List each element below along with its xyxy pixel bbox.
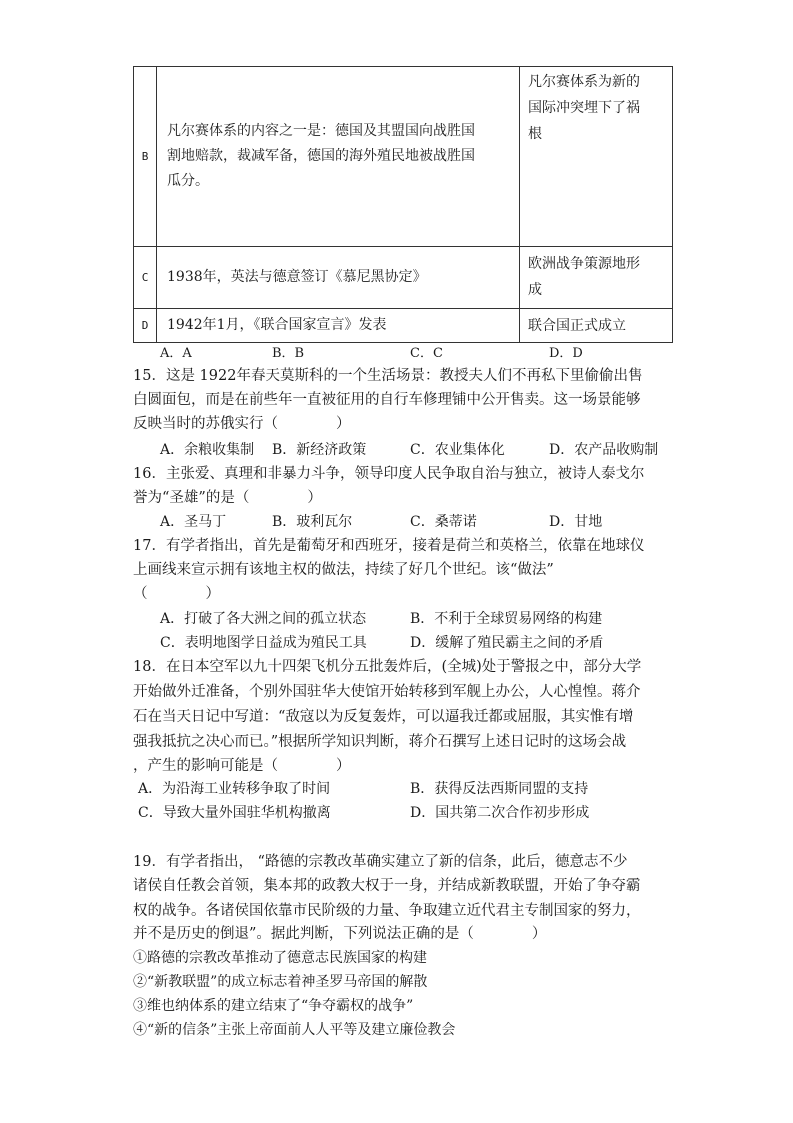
q17-stem-line: 17．有学者指出，首先是葡萄牙和西班牙，接着是荷兰和英格兰，依靠在地球仪: [133, 538, 645, 554]
row-event: [157, 67, 520, 247]
q18-stem-line: ，产生的影响可能是（ ）: [133, 758, 351, 774]
event-line: 割地赔款，裁减军备，德国的海外殖民地被战胜国: [167, 148, 475, 164]
row-letter: B: [134, 67, 157, 247]
options-table: [133, 66, 673, 343]
q17-option-b[interactable]: B．不利于全球贸易网络的构建: [410, 611, 603, 627]
q17-option-a[interactable]: A．打破了各大洲之间的孤立状态: [160, 611, 367, 627]
q19-statement: ③维也纳体系的建立结束了“争夺霸权的战争”: [133, 998, 414, 1014]
table-row-d: [134, 309, 673, 343]
q16-option-c[interactable]: C．桑蒂诺: [410, 514, 477, 530]
q14-option-c[interactable]: C．C: [410, 346, 443, 361]
q15-stem-line: 白圆面包，而是在前些年一直被征用的自行车修理铺中公开售卖。这一场景能够: [133, 392, 641, 408]
q19-statement: ①路德的宗教改革推动了德意志民族国家的构建: [133, 950, 427, 966]
row-letter: C: [134, 247, 157, 309]
q17-option-d[interactable]: D．缓解了殖民霸主之间的矛盾: [410, 635, 604, 651]
q16-option-a[interactable]: A．圣马丁: [160, 514, 227, 530]
q14-option-d[interactable]: D．D: [549, 346, 583, 361]
q17-stem-line: 上画线来宣示拥有该地主权的做法，持续了好几个世纪。该“做法”: [133, 562, 554, 578]
table-row-c: [134, 247, 673, 309]
result-line: 凡尔赛体系为新的: [528, 74, 640, 90]
q16-option-d[interactable]: D．甘地: [549, 514, 603, 530]
q16-stem-line: 16．主张爱、真理和非暴力斗争，领导印度人民争取自治与独立，被诗人泰戈尔: [133, 466, 645, 482]
q18-option-c[interactable]: C．导致大量外国驻华机构撤离: [138, 805, 331, 821]
table-row-b: [134, 67, 673, 247]
q15-option-d[interactable]: D．农产品收购制: [549, 442, 659, 458]
row-event: [157, 309, 520, 343]
result-line: 根: [528, 126, 542, 142]
q18-stem-line: 石在当天日记中写道：“敌寇以为反复轰炸，可以逼我迁都或屈服，其实惟有增: [133, 709, 634, 725]
q19-statement: ②“新教联盟”的成立标志着神圣罗马帝国的解散: [133, 974, 428, 990]
q19-stem-line: 19．有学者指出， “路德的宗教改革确实建立了新的信条，此后，德意志不少: [133, 854, 628, 870]
result-line: 国际冲突埋下了祸: [528, 100, 640, 116]
row-result: [520, 67, 673, 247]
q15-stem-line: 反映当时的苏俄实行（ ）: [133, 416, 351, 432]
q18-option-d[interactable]: D．国共第二次合作初步形成: [410, 805, 590, 821]
q15-stem-line: 15．这是 1922年春天莫斯科的一个生活场景：教授夫人们不再私下里偷偷出售: [133, 368, 643, 384]
q16-stem-line: 誉为“圣雄”的是（ ）: [133, 490, 322, 506]
q14-option-a[interactable]: A．A: [160, 346, 192, 361]
row-result: [520, 247, 673, 309]
event-line: 瓜分。: [167, 173, 209, 189]
q19-stem-line: 诸侯自任教会首领，集本邦的政教大权于一身，并结成新教联盟，开始了争夺霸: [133, 878, 641, 894]
row-result: [520, 309, 673, 343]
event-line: 1942年1月，《联合国家宣言》发表: [167, 317, 387, 333]
result-line: 联合国正式成立: [528, 317, 626, 334]
q15-option-a[interactable]: A．余粮收集制: [160, 442, 255, 458]
event-line: 凡尔赛体系的内容之一是：德国及其盟国向战胜国: [167, 123, 475, 139]
q18-option-a[interactable]: A．为沿海工业转移争取了时间: [138, 781, 331, 797]
result-line: 成: [528, 282, 542, 298]
q19-stem-line: 权的战争。各诸侯国依靠市民阶级的力量、争取建立近代君主专制国家的努力，: [133, 903, 641, 919]
q19-stem-line: 并不是历史的倒退”。据此判断，下列说法正确的是（ ）: [133, 926, 547, 942]
result-line: 欧洲战争策源地形: [528, 256, 640, 272]
row-letter: D: [134, 309, 157, 343]
q19-statement: ④“新的信条”主张上帝面前人人平等及建立廉俭教会: [133, 1022, 456, 1038]
q18-stem-line: 18．在日本空军以九十四架飞机分五批轰炸后，(全城)处于警报之中，部分大学: [133, 659, 642, 675]
event-line: 1938年，英法与德意签订《慕尼黑协定》: [167, 269, 427, 285]
q17-option-c[interactable]: C．表明地图学日益成为殖民工具: [160, 635, 367, 651]
q15-option-c[interactable]: C．农业集体化: [410, 442, 505, 458]
row-event: [157, 247, 520, 309]
q18-stem-line: 开始做外迁准备，个别外国驻华大使馆开始转移到军舰上办公，人心惶惶。蒋介: [133, 684, 641, 700]
q18-stem-line: 强我抵抗之决心而已。”根据所学知识判断，蒋介石撰写上述日记时的这场会战: [133, 734, 627, 750]
q15-option-b[interactable]: B．新经济政策: [272, 442, 367, 458]
q17-stem-line: （ ）: [133, 586, 220, 602]
q14-option-b[interactable]: B．B: [272, 346, 305, 361]
q16-option-b[interactable]: B．玻利瓦尔: [272, 514, 353, 530]
q18-option-b[interactable]: B．获得反法西斯同盟的支持: [410, 781, 589, 797]
